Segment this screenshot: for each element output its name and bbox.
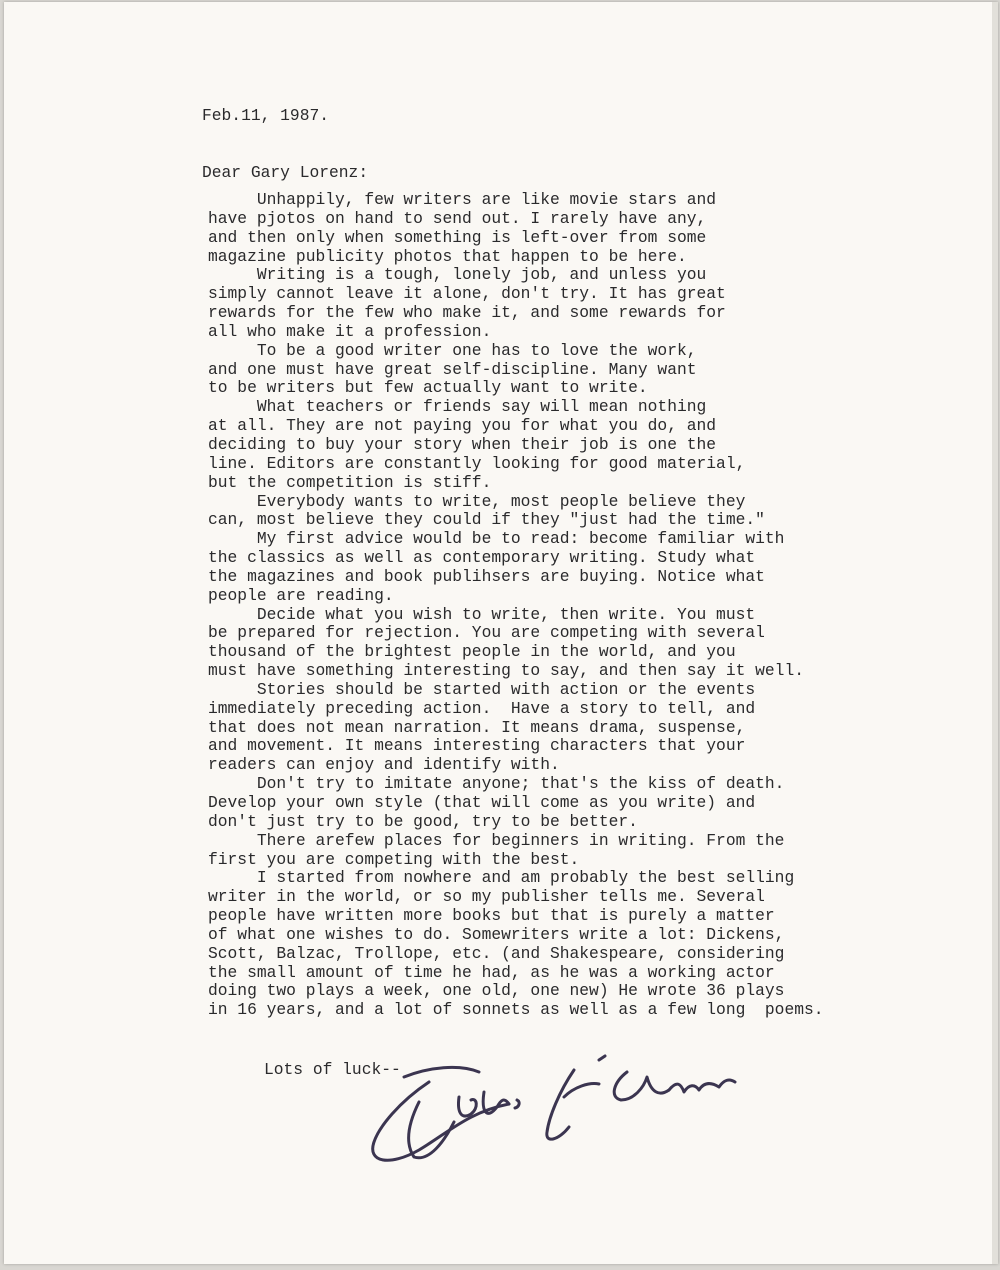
letter-line: have pjotos on hand to send out. I rarely have any, <box>208 208 707 228</box>
letter-line: of what one wishes to do. Somewriters write a lot: Dickens, <box>208 924 785 944</box>
letter-line: must have something interesting to say, and then say it well. <box>208 661 804 681</box>
letter-date: Feb.11, 1987. <box>202 106 330 125</box>
letter-line: Don't try to imitate anyone; that's the kiss of death. <box>208 774 785 794</box>
letter-line: Writing is a tough, lonely job, and unless you <box>208 265 707 285</box>
letter-line: and one must have great self-discipline. Many want <box>208 359 697 379</box>
letter-line: the classics as well as contemporary writing. Study what <box>208 548 756 568</box>
letter-line: immediately preceding action. Have a story to tell, and <box>208 698 756 718</box>
letter-line: I started from nowhere and am probably the best selling <box>208 868 795 888</box>
letter-line: simply cannot leave it alone, don't try. It has great <box>208 284 726 304</box>
letter-line: My first advice would be to read: become familiar with <box>208 529 785 549</box>
letter-line: the magazines and book publihsers are buying. Notice what <box>208 566 765 586</box>
letter-salutation: Dear Gary Lorenz: <box>202 163 369 182</box>
letter-line: that does not mean narration. It means drama, suspense, <box>208 717 746 737</box>
letter-line: to be writers but few actually want to write. <box>208 378 648 398</box>
letter-line: don't just try to be good, try to be better. <box>208 811 638 831</box>
letter-line: Develop your own style (that will come as you write) and <box>208 793 756 812</box>
letter-line: can, most believe they could if they "just had the time." <box>208 510 765 530</box>
letter-closing: Lots of luck-- <box>264 1060 401 1079</box>
letter-body <box>208 191 824 1020</box>
letter-line: doing two plays a week, one old, one new) He wrote 36 plays <box>208 981 785 1001</box>
letter-line: be prepared for rejection. You are competing with several <box>208 623 765 643</box>
letter-line: rewards for the few who make it, and some rewards for <box>208 303 726 323</box>
letter-line: Scott, Balzac, Trollope, etc. (and Shakespeare, considering <box>208 943 785 963</box>
letter-line: the small amount of time he had, as he was a working actor <box>208 962 775 982</box>
letter-line: but the competition is stiff. <box>208 472 492 492</box>
handwritten-signature <box>359 1042 739 1177</box>
letter-line: magazine publicity photos that happen to be here. <box>208 246 687 266</box>
letter-line: To be a good writer one has to love the work, <box>208 340 697 360</box>
letter-line: all who make it a profession. <box>208 321 492 341</box>
letter-line: in 16 years, and a lot of sonnets as well as a few long poems. <box>208 1000 824 1020</box>
letter-line: Stories should be started with action or the events <box>208 679 756 699</box>
letter-page <box>4 2 998 1264</box>
letter-line: There arefew places for beginners in writing. From the <box>208 830 785 850</box>
letter-line: Decide what you wish to write, then write. You must <box>208 604 756 624</box>
letter-line: Everybody wants to write, most people believe they <box>208 491 746 511</box>
letter-line: writer in the world, or so my publisher tells me. Several <box>208 887 765 907</box>
letter-line: first you are competing with the best. <box>208 849 580 869</box>
letter-line: line. Editors are constantly looking for good material, <box>208 453 746 473</box>
letter-line: What teachers or friends say will mean nothing <box>208 397 707 417</box>
letter-line: people are reading. <box>208 585 394 605</box>
letter-line: Unhappily, few writers are like movie stars and <box>208 190 717 209</box>
letter-line: readers can enjoy and identify with. <box>208 755 560 775</box>
letter-line: and then only when something is left-over from some <box>208 227 707 247</box>
letter-line: people have written more books but that is purely a matter <box>208 906 775 926</box>
letter-line: at all. They are not paying you for what you do, and <box>208 416 717 436</box>
letter-line: deciding to buy your story when their job is one the <box>208 434 717 454</box>
letter-line: thousand of the brightest people in the world, and you <box>208 642 736 662</box>
letter-line: and movement. It means interesting characters that your <box>208 736 746 756</box>
